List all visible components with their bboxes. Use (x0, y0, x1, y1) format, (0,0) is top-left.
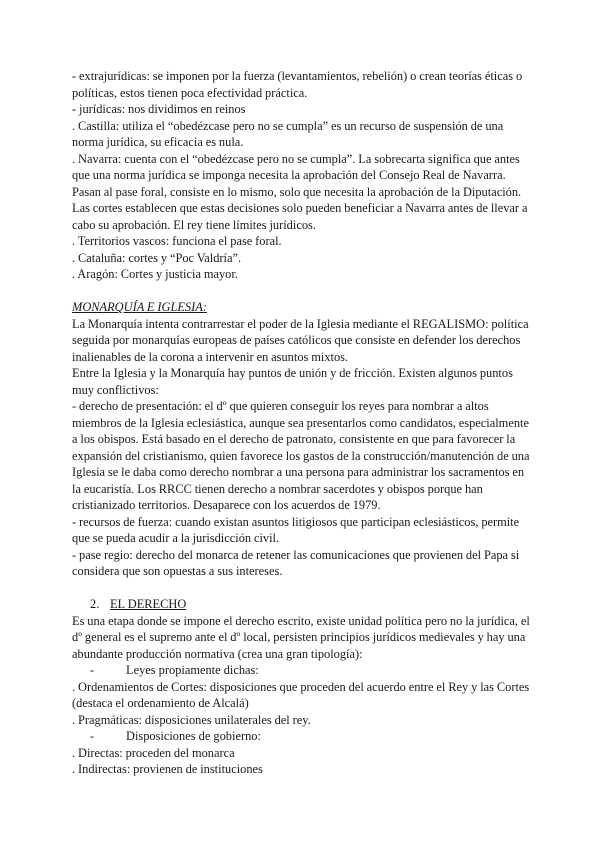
list-heading-leyes (72, 662, 532, 679)
paragraph-recursos-fuerza: - recursos de fuerza: cuando existan asuntos litigiosos que participan eclesiásticos, permite que se pueda acudir a la jurisdicción civil. (72, 514, 520, 545)
paragraph-juridicas: - jurídicas: nos dividimos en reinos (72, 102, 246, 116)
paragraph-extrajuridicas: - extrajurídicas: se imponen por la fuerza (levantamientos, rebelión) o crean teorías éticas o políticas, estos tienen poca efectividad práctica. (72, 69, 523, 100)
list-heading-label: Leyes propiamente dichas: (126, 663, 259, 677)
paragraph-regalismo: La Monarquía intenta contrarrestar el poder de la Iglesia mediante el REGALISMO: política seguida por monarquías europeas de países católicos que consiste en defender los derechos inalienables de la corona a intervenir en asuntos mixtos. (72, 316, 529, 364)
list-item-directas: . Directas: proceden del monarca (72, 745, 235, 760)
spacer (72, 580, 532, 597)
section-heading-derecho (72, 596, 532, 613)
list-item-ordenamientos: . Ordenamientos de Cortes: disposiciones que proceden del acuerdo entre el Rey y las Cortes (destaca el ordenamiento de Alcalá) (72, 679, 530, 710)
paragraph-castilla: . Castilla: utiliza el “obedézcase pero no se cumpla” es un recurso de suspensión de una norma jurídica, su eficacia es nula. (72, 118, 504, 149)
dash-bullet: - (90, 663, 95, 677)
list-heading-label: Disposiciones de gobierno: (126, 729, 261, 743)
paragraph-derecho-intro: Es una etapa donde se impone el derecho escrito, existe unidad política pero no la jurídica, el dº general es el supremo ante el dº local, persisten principios jurídicos medievales y hay una abundante producción normativa (crea una gran tipología): (72, 613, 530, 661)
list-item-pragmaticas: . Pragmáticas: disposiciones unilaterales del rey. (72, 712, 311, 727)
list-item-indirectas: . Indirectas: provienen de instituciones (72, 762, 263, 776)
section-title-derecho: EL DERECHO (110, 597, 187, 611)
paragraph-navarra: . Navarra: cuenta con el “obedézcase pero no se cumpla”. La sobrecarta significa que antes que una norma jurídica se imponga necesita la aprobación del Consejo Real de Navarra. Pasan al pase foral, consiste en lo mismo, solo que necesita la aprobación de la Diputación. Las cortes establecen que estas decisiones solo pueden beneficiar a Navarra antes de llevar a cabo su aprobación. El rey tiene límites jurídicos. (72, 151, 528, 232)
section-number: 2. (90, 597, 100, 611)
list-heading-disposiciones (72, 728, 532, 745)
spacer (72, 283, 532, 300)
dash-bullet: - (90, 729, 95, 743)
document-page (72, 68, 532, 778)
paragraph-derecho-presentacion: - derecho de presentación: el dº que quieren conseguir los reyes para nombrar a altos miembros de la Iglesia eclesiástica, aunque sea presentarlos como candidatos, especialmente a los obispos. Está basado en el derecho de patronato, consistente en que para favorecer la expansión del cristianismo, quien favorece los gastos de la construcción/manutención de una Iglesia se le daba como derecho nombrar a una persona para administrar los sacramentos en la eucaristía. Los RRCC tienen derecho a nombrar sacerdotes y obispos porque han cristianizado territorios. Desaparece con los acuerdos de 1979. (72, 399, 530, 512)
paragraph-puntos: Entre la Iglesia y la Monarquía hay puntos de unión y de fricción. Existen algunos puntos muy conflictivos: (72, 366, 513, 397)
paragraph-cataluna: . Cataluña: cortes y “Poc Valdría”. (72, 250, 242, 265)
paragraph-territorios-vascos: . Territorios vascos: funciona el pase foral. (72, 234, 282, 248)
section-title-monarquia: MONARQUÍA E IGLESIA: (72, 300, 207, 314)
paragraph-pase-regio: - pase regio: derecho del monarca de retener las comunicaciones que provienen del Papa si considera que son opuestas a sus intereses. (72, 547, 520, 578)
paragraph-aragon: . Aragón: Cortes y justicia mayor. (72, 267, 238, 281)
